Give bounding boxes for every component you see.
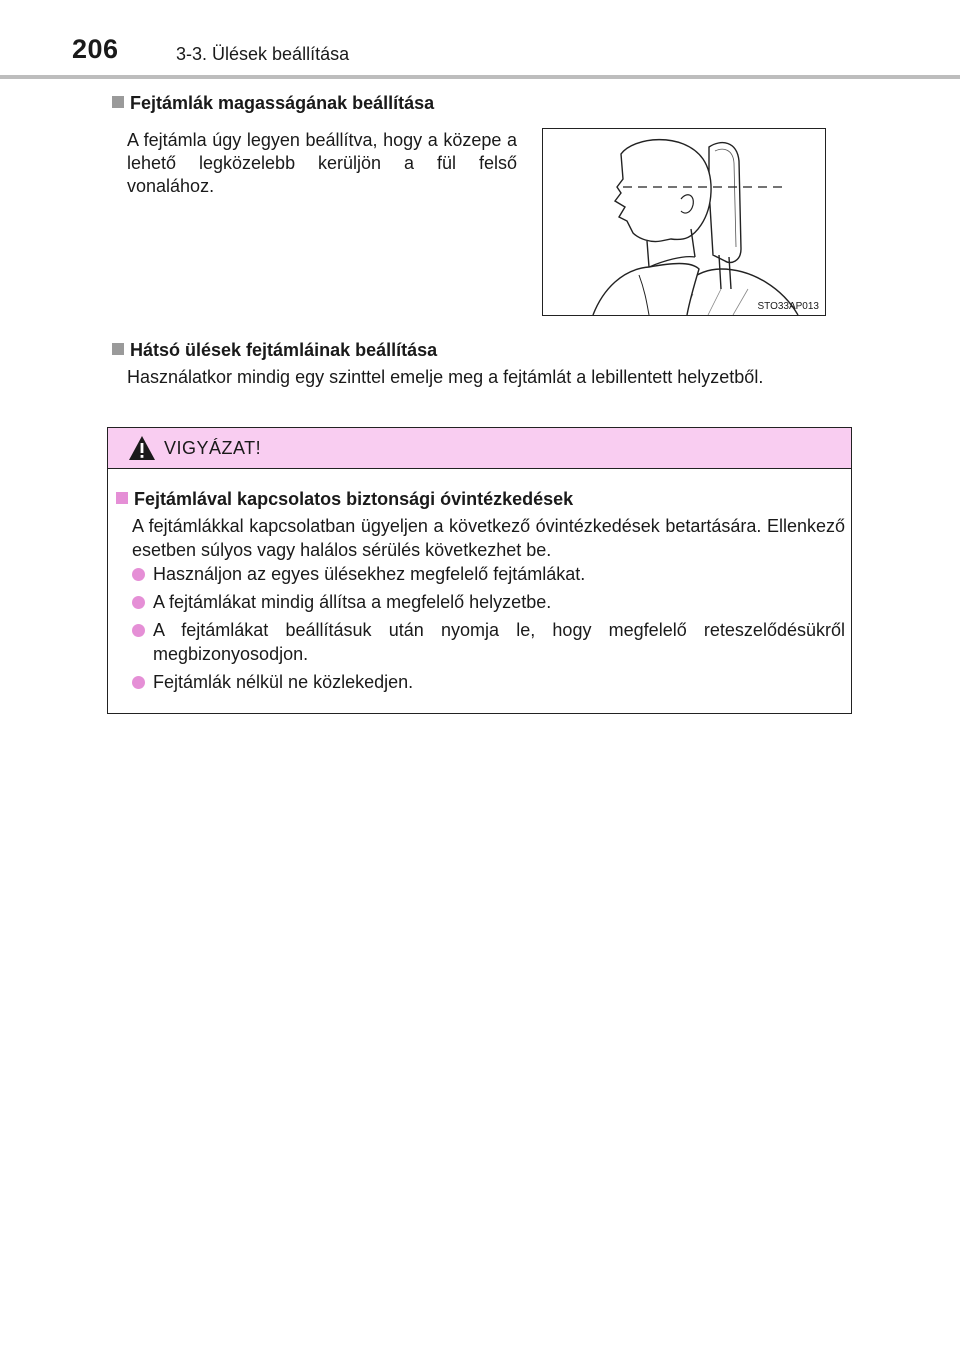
caution-bullet-text: Használjon az egyes ülésekhez megfelelő fejtámlákat. (153, 564, 586, 584)
caution-header (108, 428, 851, 469)
bullet-dot-icon (132, 596, 145, 609)
page-header (0, 0, 960, 80)
caution-bullet (132, 670, 845, 694)
caution-intro: A fejtámlákkal kapcsolatban ügyeljen a következő óvintézkedések betartására. Ellenkező esetben súlyos vagy halálos sérülés következhet be. (132, 516, 845, 560)
headrest-illustration (542, 128, 826, 316)
square-bullet-icon (112, 96, 124, 108)
caution-bullet (132, 618, 845, 666)
square-bullet-icon (116, 492, 128, 504)
caution-heading (116, 489, 573, 510)
caution-box (107, 427, 852, 714)
caution-bullet-text: A fejtámlákat beállításuk után nyomja le, hogy megfelelő reteszelődésükről megbizonyosodjon. (153, 620, 845, 664)
head-and-headrest-icon (543, 129, 825, 315)
caution-title: VIGYÁZAT! (164, 438, 262, 458)
bullet-dot-icon (132, 624, 145, 637)
bullet-dot-icon (132, 676, 145, 689)
caution-heading-text: Fejtámlával kapcsolatos biztonsági óvintézkedések (134, 489, 574, 509)
square-bullet-icon (112, 343, 124, 355)
header-rule (0, 75, 960, 79)
caution-bullet-text: A fejtámlákat mindig állítsa a megfelelő helyzetbe. (153, 592, 552, 612)
warning-icon (128, 435, 156, 461)
figure-code: STO33AP013 (757, 301, 819, 312)
section-text-rear-headrests: Használatkor mindig egy szinttel emelje meg a fejtámlát a lebillentett helyzetből. (127, 367, 764, 387)
bullet-dot-icon (132, 568, 145, 581)
section-heading-text: Fejtámlák magasságának beállítása (130, 93, 435, 113)
caution-bullet (132, 590, 845, 614)
page-number: 206 (72, 34, 119, 64)
caution-bullet (132, 562, 845, 586)
section-text-headrest-height: A fejtámla úgy legyen beállítva, hogy a közepe a lehető legközelebb kerüljön a fül felső vonalához. (127, 130, 517, 196)
chapter-title: 3-3. Ülések beállítása (176, 44, 350, 64)
section-heading-rear-headrests (112, 340, 437, 361)
caution-bullet-text: Fejtámlák nélkül ne közlekedjen. (153, 672, 414, 692)
section-heading-text: Hátsó ülések fejtámláinak beállítása (130, 340, 438, 360)
section-heading-headrest-height (112, 93, 434, 114)
